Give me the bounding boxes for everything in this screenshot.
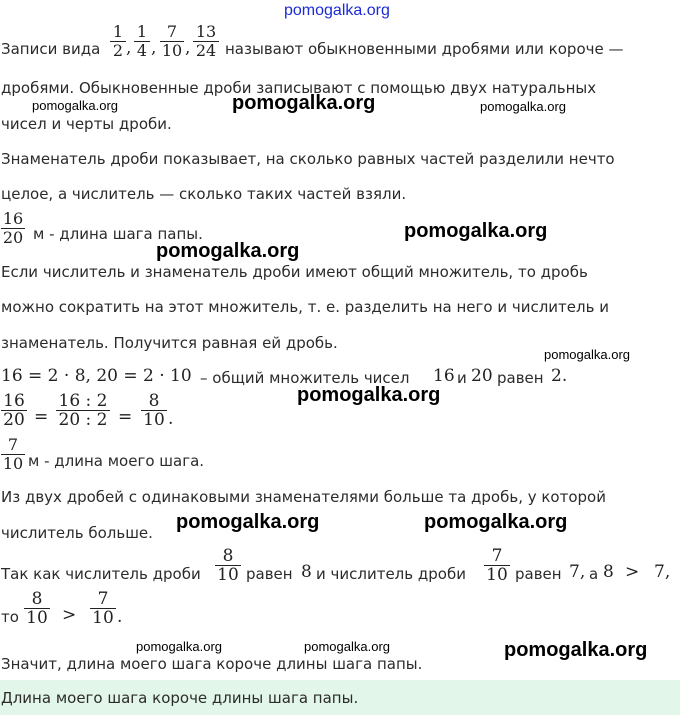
compare-d: равен [515,565,562,583]
watermark-top[interactable]: pomogalka.org [284,2,390,19]
fraction-8-10: 8 10 [141,392,167,429]
para1-line2: дробями. Обыкновенные дроби записывают с помощью двух натуральных [1,79,597,97]
compare-gt: > [625,562,640,582]
watermark[interactable]: pomogalka.org [232,92,376,114]
watermark[interactable]: pomogalka.org [424,511,568,533]
factor-formula: 16 = 2 · 8, 20 = 2 · 10 [1,366,192,386]
para3-line3: знаменатель. Получится равная ей дробь. [1,334,338,352]
factor-n1: 16 [433,366,455,386]
watermark[interactable]: pomogalka.org [156,240,300,262]
conclusion-fraction-8-10: 8 10 [24,590,50,627]
watermark[interactable]: pomogalka.org [404,220,548,242]
conclusion-gt: > [62,605,77,625]
conclusion-fraction-7-10: 7 10 [90,590,116,627]
factor-n2: 20 [471,366,493,386]
factor-text-b: и [457,369,467,387]
compare-n1: 8 [301,562,312,582]
watermark[interactable]: pomogalka.org [480,99,566,114]
compare-n3: 8 [603,562,614,582]
conclusion-to: то [1,608,19,626]
watermark[interactable]: pomogalka.org [304,639,390,654]
dad-step-text: м - длина шага папы. [33,225,203,243]
compare-a: Так как числитель дроби [1,565,201,583]
para1-tail: называют обыкновенными дробями или короче — [225,40,624,58]
compare-fraction-7-10: 7 10 [484,547,510,584]
equals-1: = [34,407,49,427]
answer-box [0,680,680,715]
fraction-1-2: 1 2 [110,23,126,60]
my-step-text: м - длина моего шага. [28,452,205,470]
answer-text: Длина моего шага короче длины шага папы. [1,689,359,707]
para1-line3: чисел и черты дроби. [1,115,172,133]
watermark[interactable]: pomogalka.org [297,384,441,406]
fraction-16-2-20-2: 16 : 2 20 : 2 [56,392,110,429]
para2-line2: целое, а числитель — сколько таких частей взяли. [1,185,407,203]
fraction-13-24: 13 24 [193,23,219,60]
reduction-end: . [168,409,174,429]
watermark[interactable]: pomogalka.org [544,347,630,362]
summary-text: Значит, длина моего шага короче длины шага папы. [1,655,423,673]
compare-c: и числитель дроби [316,565,466,583]
para2-line1: Знаменатель дроби показывает, на сколько равных частей разделили нечто [1,150,615,168]
watermark[interactable]: pomogalka.org [32,98,118,113]
para4-line1: Из двух дробей с одинаковыми знаменателями больше та дробь, у которой [1,488,606,506]
compare-n4: 7, [654,562,671,582]
fraction-7-10-me: 7 10 [2,435,24,473]
compare-fraction-8-10: 8 10 [215,547,241,584]
compare-e: а [589,565,599,583]
factor-text-a: – общий множитель чисел [200,369,410,387]
para3-line2: можно сократить на этот множитель, т. е. разделить на него и числитель и [1,298,609,316]
watermark[interactable]: pomogalka.org [176,511,320,533]
watermark[interactable]: pomogalka.org [504,639,648,661]
factor-n3: 2. [551,366,568,386]
fraction-7-10: 7 10 [161,22,183,60]
compare-b: равен [246,565,293,583]
para3-line1: Если числитель и знаменатель дроби имеют общий множитель, то дробь [1,263,588,281]
compare-n2: 7, [569,562,586,582]
equals-2: = [118,407,133,427]
fraction-16-20: 16 20 [1,392,27,429]
watermark[interactable]: pomogalka.org [136,639,222,654]
conclusion-end: . [117,607,123,627]
fraction-16-20-dad: 16 20 [2,209,24,247]
para1-lead: Записи вида [1,40,101,58]
factor-text-c: равен [497,369,544,387]
para4-line2: числитель больше. [1,524,153,542]
fraction-1-4: 1 4 [134,23,150,60]
